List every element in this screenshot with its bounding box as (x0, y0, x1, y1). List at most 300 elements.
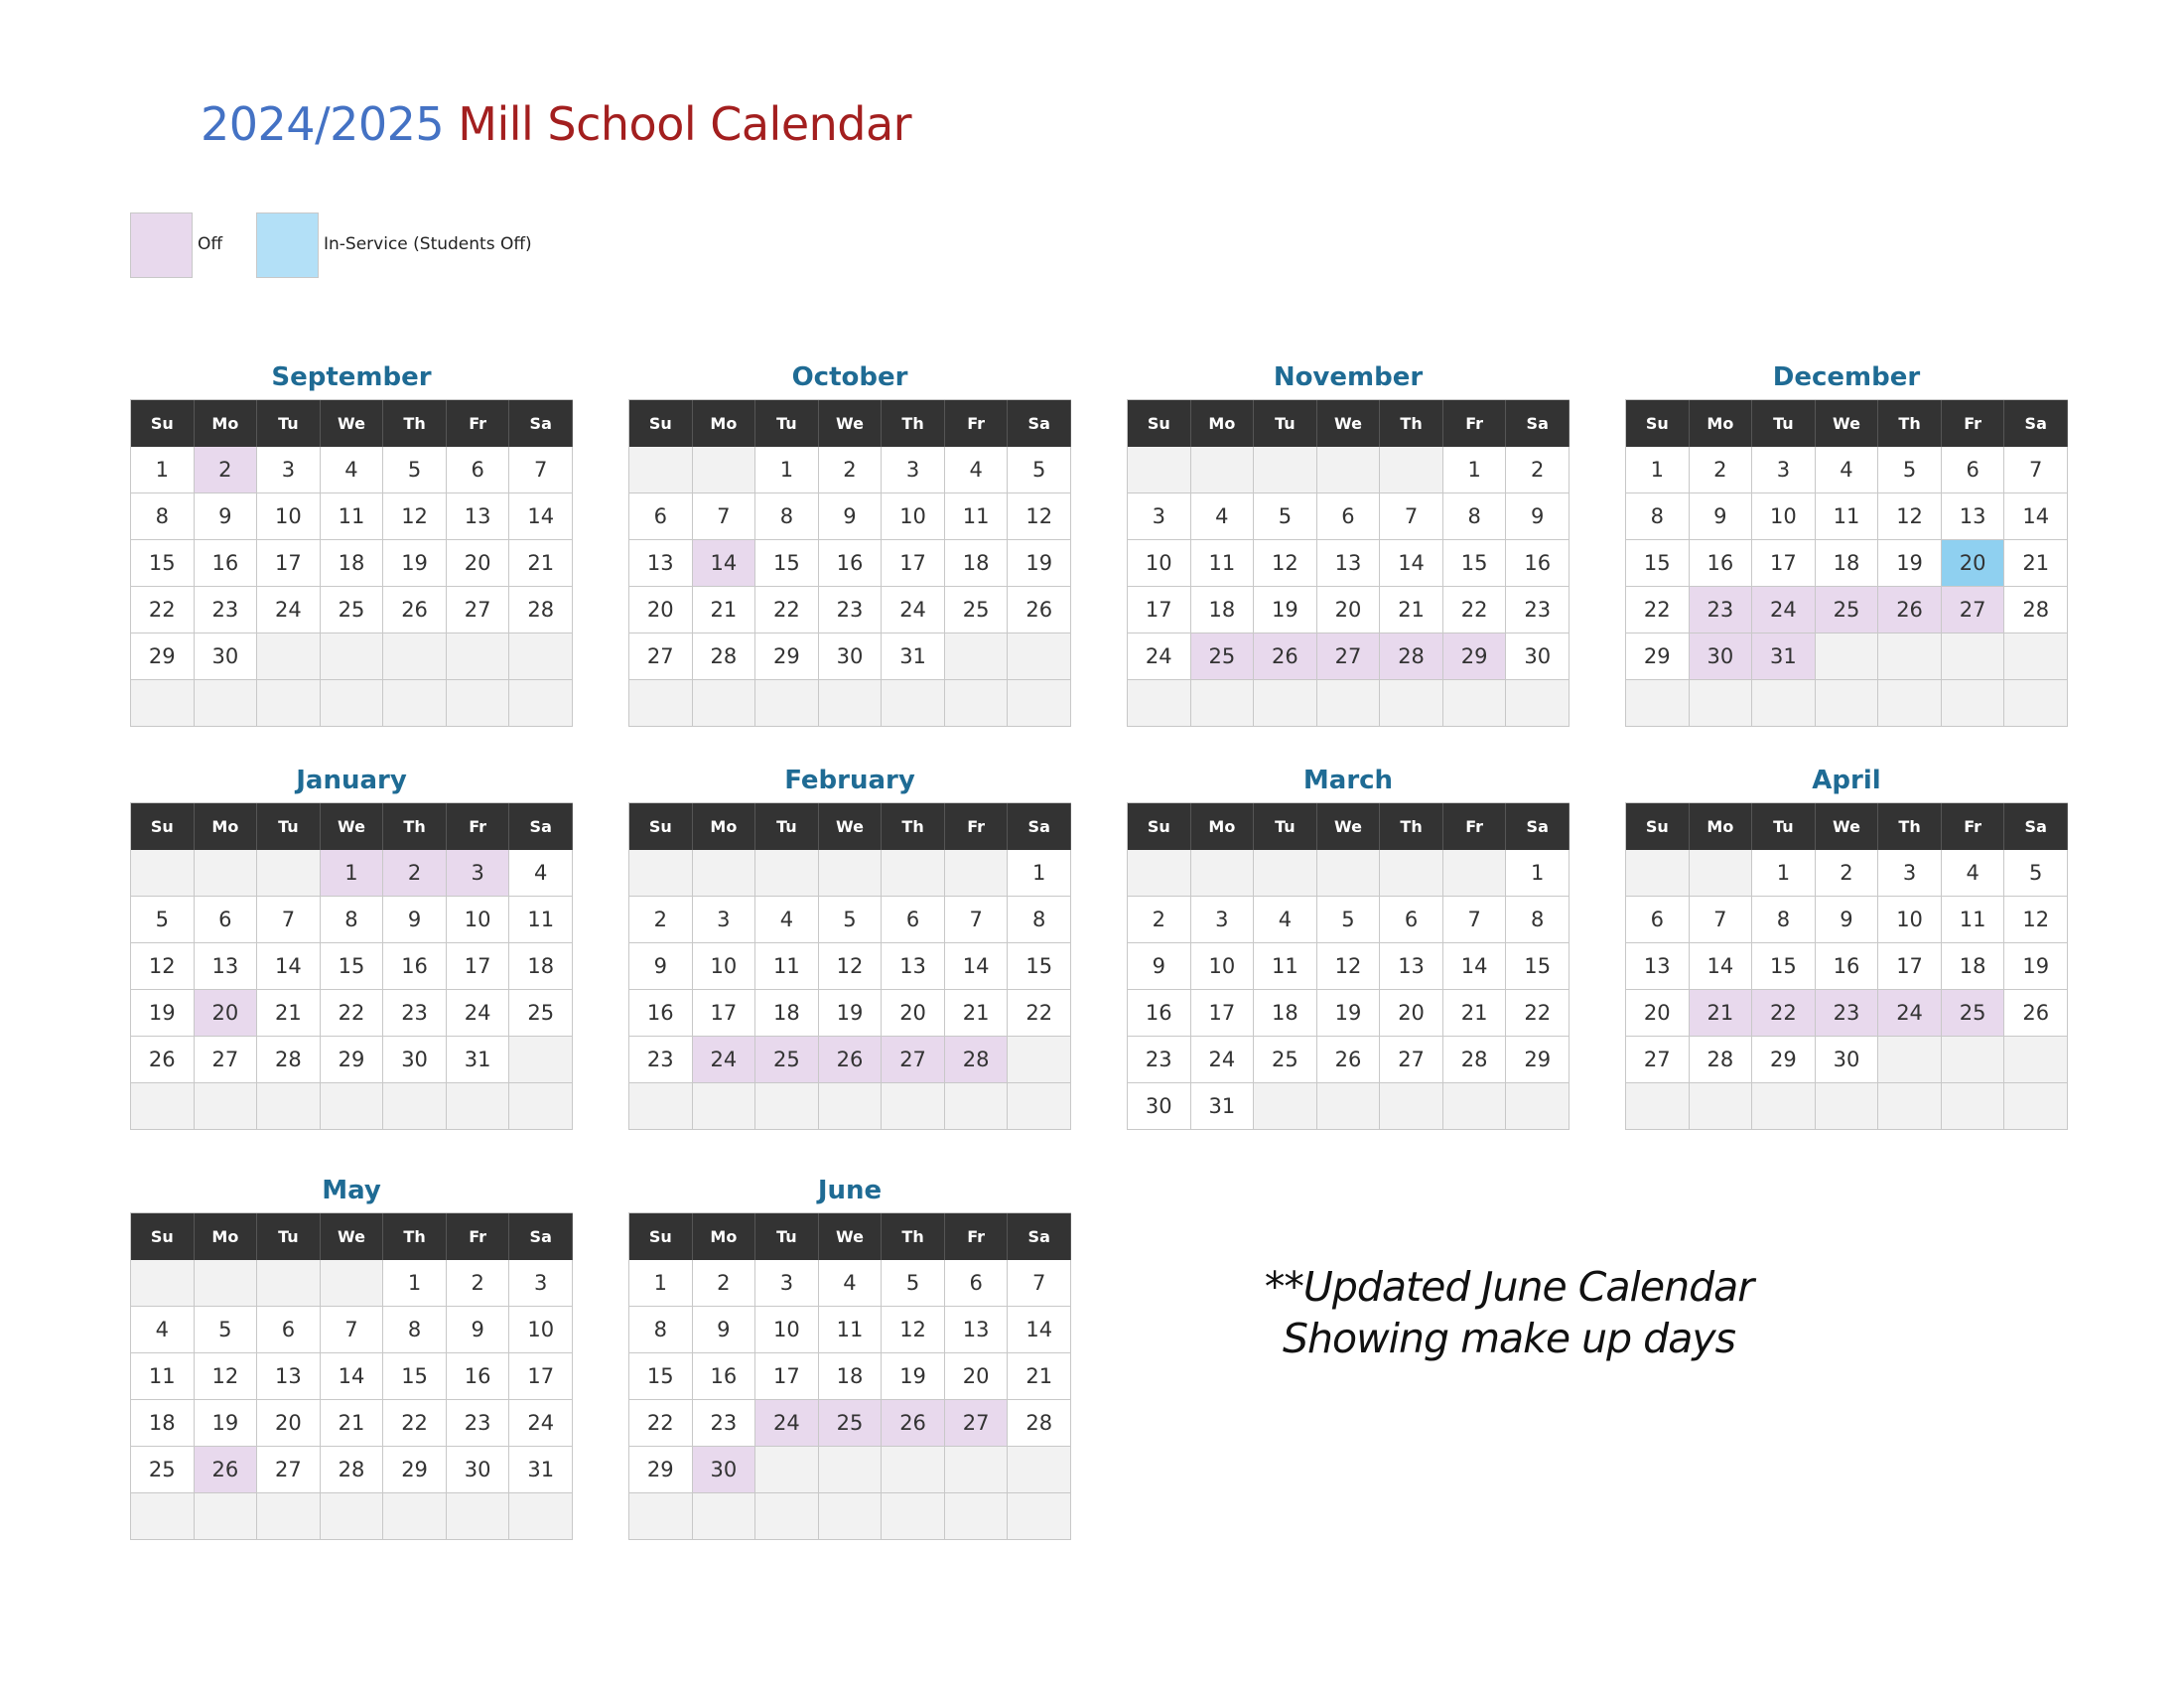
day-cell: 9 (629, 943, 693, 990)
day-cell: 19 (1008, 540, 1071, 587)
day-cell: 5 (195, 1307, 258, 1353)
day-cell: 24 (755, 1400, 819, 1447)
empty-cell (755, 850, 819, 897)
day-cell: 11 (1816, 493, 1879, 540)
day-cell: 4 (1254, 897, 1317, 943)
day-cell: 13 (1942, 493, 2005, 540)
day-cell: 25 (1191, 633, 1255, 680)
day-cell: 13 (1380, 943, 1443, 990)
empty-cell (1317, 447, 1381, 493)
day-cell: 7 (1443, 897, 1507, 943)
day-cell: 7 (1380, 493, 1443, 540)
day-cell: 16 (447, 1353, 510, 1400)
day-cell: 7 (945, 897, 1009, 943)
month-title: October (791, 362, 908, 392)
day-cell: 6 (629, 493, 693, 540)
day-cell: 21 (1380, 587, 1443, 633)
day-cell: 29 (321, 1037, 384, 1083)
day-cell: 3 (1191, 897, 1255, 943)
empty-cell (383, 1083, 447, 1130)
day-cell: 19 (1317, 990, 1381, 1037)
day-cell: 12 (2004, 897, 2068, 943)
day-cell: 8 (755, 493, 819, 540)
empty-cell (321, 1260, 384, 1307)
empty-cell (321, 680, 384, 727)
weekday-header: Fr (447, 400, 510, 447)
day-cell: 15 (131, 540, 195, 587)
day-cell: 11 (755, 943, 819, 990)
day-cell: 19 (131, 990, 195, 1037)
day-cell: 16 (383, 943, 447, 990)
day-cell: 21 (321, 1400, 384, 1447)
day-cell: 17 (882, 540, 945, 587)
day-cell: 17 (755, 1353, 819, 1400)
empty-cell (1191, 447, 1255, 493)
day-cell: 24 (1878, 990, 1942, 1037)
empty-cell (819, 680, 883, 727)
day-cell: 1 (1443, 447, 1507, 493)
day-cell: 8 (1752, 897, 1816, 943)
weekday-header: Mo (693, 1213, 756, 1260)
day-cell: 10 (693, 943, 756, 990)
weekday-header: Su (1128, 803, 1191, 850)
month-october (628, 359, 1071, 727)
update-note (1211, 1261, 1807, 1364)
day-cell: 2 (383, 850, 447, 897)
day-cell: 3 (693, 897, 756, 943)
day-cell: 23 (1128, 1037, 1191, 1083)
day-cell: 16 (1506, 540, 1570, 587)
empty-cell (1191, 680, 1255, 727)
day-cell: 23 (447, 1400, 510, 1447)
day-cell: 30 (195, 633, 258, 680)
day-cell: 12 (1254, 540, 1317, 587)
day-cell: 8 (131, 493, 195, 540)
empty-cell (447, 633, 510, 680)
day-cell: 5 (882, 1260, 945, 1307)
empty-cell (195, 1083, 258, 1130)
weekday-header: Th (383, 400, 447, 447)
empty-cell (755, 1493, 819, 1540)
empty-cell (1317, 1083, 1381, 1130)
empty-cell (321, 1493, 384, 1540)
day-cell: 21 (693, 587, 756, 633)
month-grid (1625, 802, 2068, 1130)
day-cell: 2 (1128, 897, 1191, 943)
empty-cell (1191, 850, 1255, 897)
day-cell: 12 (1317, 943, 1381, 990)
month-may (130, 1173, 573, 1540)
weekday-header: Sa (1506, 400, 1570, 447)
weekday-header: Su (629, 803, 693, 850)
weekday-header: Su (131, 1213, 195, 1260)
empty-cell (693, 680, 756, 727)
day-cell: 15 (383, 1353, 447, 1400)
day-cell: 22 (755, 587, 819, 633)
day-cell: 18 (131, 1400, 195, 1447)
day-cell: 5 (131, 897, 195, 943)
day-cell: 25 (1254, 1037, 1317, 1083)
weekday-header: Su (1626, 400, 1690, 447)
day-cell: 6 (447, 447, 510, 493)
day-cell: 23 (819, 587, 883, 633)
empty-cell (629, 1083, 693, 1130)
day-cell: 18 (1942, 943, 2005, 990)
day-cell: 31 (509, 1447, 573, 1493)
day-cell: 27 (629, 633, 693, 680)
empty-cell (1816, 680, 1879, 727)
day-cell: 29 (1506, 1037, 1570, 1083)
day-cell: 21 (1008, 1353, 1071, 1400)
day-cell: 11 (321, 493, 384, 540)
day-cell: 15 (755, 540, 819, 587)
day-cell: 29 (1626, 633, 1690, 680)
empty-cell (693, 850, 756, 897)
empty-cell (945, 1493, 1009, 1540)
empty-cell (1506, 680, 1570, 727)
day-cell: 3 (509, 1260, 573, 1307)
weekday-header: Mo (1191, 803, 1255, 850)
day-cell: 3 (882, 447, 945, 493)
day-cell: 24 (447, 990, 510, 1037)
day-cell: 11 (1254, 943, 1317, 990)
day-cell: 18 (945, 540, 1009, 587)
day-cell: 3 (257, 447, 321, 493)
empty-cell (882, 680, 945, 727)
day-cell: 2 (1690, 447, 1753, 493)
day-cell: 6 (882, 897, 945, 943)
day-cell: 17 (257, 540, 321, 587)
day-cell: 26 (2004, 990, 2068, 1037)
weekday-header: Sa (509, 400, 573, 447)
weekday-header: Fr (1942, 400, 2005, 447)
weekday-header: We (819, 400, 883, 447)
empty-cell (945, 850, 1009, 897)
weekday-header: Th (383, 1213, 447, 1260)
day-cell: 10 (1191, 943, 1255, 990)
day-cell: 25 (755, 1037, 819, 1083)
day-cell: 29 (1443, 633, 1507, 680)
day-cell: 31 (1752, 633, 1816, 680)
empty-cell (1816, 633, 1879, 680)
day-cell: 7 (321, 1307, 384, 1353)
day-cell: 9 (447, 1307, 510, 1353)
weekday-header: Tu (257, 400, 321, 447)
day-cell: 22 (1752, 990, 1816, 1037)
day-cell: 16 (629, 990, 693, 1037)
day-cell: 15 (629, 1353, 693, 1400)
day-cell: 8 (1443, 493, 1507, 540)
weekday-header: Sa (509, 1213, 573, 1260)
day-cell: 1 (629, 1260, 693, 1307)
empty-cell (1690, 680, 1753, 727)
day-cell: 2 (447, 1260, 510, 1307)
day-cell: 7 (257, 897, 321, 943)
day-cell: 28 (1380, 633, 1443, 680)
empty-cell (1008, 1037, 1071, 1083)
weekday-header: Su (131, 803, 195, 850)
empty-cell (1128, 850, 1191, 897)
empty-cell (195, 680, 258, 727)
empty-cell (2004, 1083, 2068, 1130)
day-cell: 27 (882, 1037, 945, 1083)
legend-off-swatch (130, 212, 193, 278)
day-cell: 18 (819, 1353, 883, 1400)
weekday-header: We (321, 1213, 384, 1260)
day-cell: 23 (1506, 587, 1570, 633)
weekday-header: Fr (1443, 803, 1507, 850)
day-cell: 3 (755, 1260, 819, 1307)
month-title: November (1273, 362, 1424, 392)
legend-off-label: Off (198, 234, 223, 254)
month-grid (628, 1212, 1071, 1540)
day-cell: 26 (1878, 587, 1942, 633)
page-title (201, 97, 911, 152)
weekday-header: Su (1128, 400, 1191, 447)
empty-cell (1443, 1083, 1507, 1130)
empty-cell (257, 850, 321, 897)
day-cell: 12 (195, 1353, 258, 1400)
day-cell: 1 (1506, 850, 1570, 897)
weekday-header: Tu (1752, 400, 1816, 447)
day-cell: 10 (257, 493, 321, 540)
empty-cell (882, 1083, 945, 1130)
day-cell: 13 (882, 943, 945, 990)
month-title: February (784, 766, 915, 795)
weekday-header: Sa (1008, 803, 1071, 850)
empty-cell (1254, 447, 1317, 493)
empty-cell (1752, 1083, 1816, 1130)
weekday-header: Fr (447, 1213, 510, 1260)
empty-cell (195, 850, 258, 897)
empty-cell (257, 680, 321, 727)
empty-cell (257, 1260, 321, 1307)
empty-cell (447, 1083, 510, 1130)
empty-cell (819, 1083, 883, 1130)
weekday-header: Fr (1443, 400, 1507, 447)
day-cell: 9 (1506, 493, 1570, 540)
empty-cell (1626, 680, 1690, 727)
weekday-header: Tu (257, 803, 321, 850)
day-cell: 8 (1008, 897, 1071, 943)
month-grid (1127, 399, 1570, 727)
empty-cell (882, 850, 945, 897)
day-cell: 20 (1380, 990, 1443, 1037)
day-cell: 14 (321, 1353, 384, 1400)
day-cell: 21 (257, 990, 321, 1037)
day-cell: 10 (755, 1307, 819, 1353)
day-cell: 26 (195, 1447, 258, 1493)
month-title: June (817, 1176, 883, 1205)
empty-cell (693, 1083, 756, 1130)
day-cell: 29 (1752, 1037, 1816, 1083)
day-cell: 25 (1942, 990, 2005, 1037)
empty-cell (1690, 850, 1753, 897)
day-cell: 6 (1317, 493, 1381, 540)
day-cell: 5 (383, 447, 447, 493)
day-cell: 26 (1008, 587, 1071, 633)
day-cell: 5 (1008, 447, 1071, 493)
weekday-header: Mo (195, 803, 258, 850)
day-cell: 29 (131, 633, 195, 680)
day-cell: 16 (1128, 990, 1191, 1037)
day-cell: 28 (321, 1447, 384, 1493)
day-cell: 11 (1191, 540, 1255, 587)
empty-cell (131, 1493, 195, 1540)
day-cell: 22 (383, 1400, 447, 1447)
day-cell: 11 (131, 1353, 195, 1400)
day-cell: 21 (945, 990, 1009, 1037)
weekday-header: Mo (1191, 400, 1255, 447)
empty-cell (1380, 850, 1443, 897)
day-cell: 27 (195, 1037, 258, 1083)
month-grid (130, 802, 573, 1130)
day-cell: 5 (1878, 447, 1942, 493)
day-cell: 26 (131, 1037, 195, 1083)
weekday-header: Tu (1254, 803, 1317, 850)
empty-cell (447, 1493, 510, 1540)
empty-cell (1878, 1083, 1942, 1130)
day-cell: 17 (447, 943, 510, 990)
day-cell: 24 (693, 1037, 756, 1083)
empty-cell (819, 850, 883, 897)
day-cell: 22 (1008, 990, 1071, 1037)
day-cell: 1 (755, 447, 819, 493)
empty-cell (1942, 633, 2005, 680)
empty-cell (509, 1083, 573, 1130)
weekday-header: Th (383, 803, 447, 850)
weekday-header: Th (1380, 400, 1443, 447)
day-cell: 26 (882, 1400, 945, 1447)
legend-inservice-label: In-Service (Students Off) (324, 234, 532, 254)
empty-cell (257, 633, 321, 680)
day-cell: 10 (1752, 493, 1816, 540)
day-cell: 25 (131, 1447, 195, 1493)
month-grid (1625, 399, 2068, 727)
weekday-header: Mo (195, 400, 258, 447)
day-cell: 16 (819, 540, 883, 587)
day-cell: 4 (755, 897, 819, 943)
month-march (1127, 763, 1570, 1130)
day-cell: 4 (1191, 493, 1255, 540)
day-cell: 9 (1816, 897, 1879, 943)
day-cell: 1 (131, 447, 195, 493)
day-cell: 3 (1752, 447, 1816, 493)
weekday-header: Fr (1942, 803, 2005, 850)
day-cell: 25 (1816, 587, 1879, 633)
day-cell: 14 (509, 493, 573, 540)
day-cell: 26 (819, 1037, 883, 1083)
day-cell: 1 (1752, 850, 1816, 897)
day-cell: 27 (945, 1400, 1009, 1447)
day-cell: 14 (1008, 1307, 1071, 1353)
empty-cell (945, 680, 1009, 727)
day-cell: 1 (383, 1260, 447, 1307)
day-cell: 2 (629, 897, 693, 943)
empty-cell (693, 1493, 756, 1540)
day-cell: 29 (383, 1447, 447, 1493)
weekday-header: Th (882, 803, 945, 850)
empty-cell (2004, 633, 2068, 680)
day-cell: 10 (509, 1307, 573, 1353)
weekday-header: Tu (257, 1213, 321, 1260)
weekday-header: Tu (755, 1213, 819, 1260)
day-cell: 11 (1942, 897, 2005, 943)
title-year: 2024/2025 (201, 97, 445, 151)
weekday-header: We (1317, 803, 1381, 850)
weekday-header: Mo (195, 1213, 258, 1260)
day-cell: 31 (1191, 1083, 1255, 1130)
day-cell: 16 (1690, 540, 1753, 587)
day-cell: 5 (819, 897, 883, 943)
day-cell: 20 (1626, 990, 1690, 1037)
month-april (1625, 763, 2068, 1130)
empty-cell (819, 1493, 883, 1540)
empty-cell (1008, 1493, 1071, 1540)
day-cell: 25 (945, 587, 1009, 633)
empty-cell (945, 633, 1009, 680)
day-cell: 18 (1191, 587, 1255, 633)
day-cell: 1 (1626, 447, 1690, 493)
empty-cell (755, 680, 819, 727)
day-cell: 23 (195, 587, 258, 633)
empty-cell (1443, 850, 1507, 897)
day-cell: 6 (1942, 447, 2005, 493)
month-title: May (322, 1176, 381, 1205)
empty-cell (383, 1493, 447, 1540)
weekday-header: Th (882, 400, 945, 447)
day-cell: 19 (882, 1353, 945, 1400)
day-cell: 9 (819, 493, 883, 540)
day-cell: 20 (1942, 540, 2005, 587)
empty-cell (1816, 1083, 1879, 1130)
day-cell: 24 (1752, 587, 1816, 633)
empty-cell (1254, 680, 1317, 727)
day-cell: 10 (447, 897, 510, 943)
day-cell: 21 (1443, 990, 1507, 1037)
weekday-header: Sa (2004, 803, 2068, 850)
weekday-header: Th (1878, 400, 1942, 447)
weekday-header: Mo (1690, 400, 1753, 447)
weekday-header: Su (131, 400, 195, 447)
day-cell: 23 (693, 1400, 756, 1447)
day-cell: 21 (509, 540, 573, 587)
empty-cell (1254, 850, 1317, 897)
day-cell: 28 (509, 587, 573, 633)
day-cell: 12 (819, 943, 883, 990)
day-cell: 8 (321, 897, 384, 943)
day-cell: 26 (1254, 633, 1317, 680)
empty-cell (1008, 1083, 1071, 1130)
day-cell: 16 (1816, 943, 1879, 990)
weekday-header: Th (882, 1213, 945, 1260)
month-february (628, 763, 1071, 1130)
day-cell: 19 (1878, 540, 1942, 587)
note-line-2: Showing make up days (1283, 1315, 1735, 1362)
weekday-header: Th (1878, 803, 1942, 850)
day-cell: 9 (1128, 943, 1191, 990)
day-cell: 9 (383, 897, 447, 943)
empty-cell (1506, 1083, 1570, 1130)
month-title: September (271, 362, 432, 392)
weekday-header: We (1317, 400, 1381, 447)
day-cell: 15 (1443, 540, 1507, 587)
day-cell: 28 (257, 1037, 321, 1083)
day-cell: 28 (1443, 1037, 1507, 1083)
empty-cell (1626, 1083, 1690, 1130)
empty-cell (257, 1493, 321, 1540)
month-june (628, 1173, 1071, 1540)
